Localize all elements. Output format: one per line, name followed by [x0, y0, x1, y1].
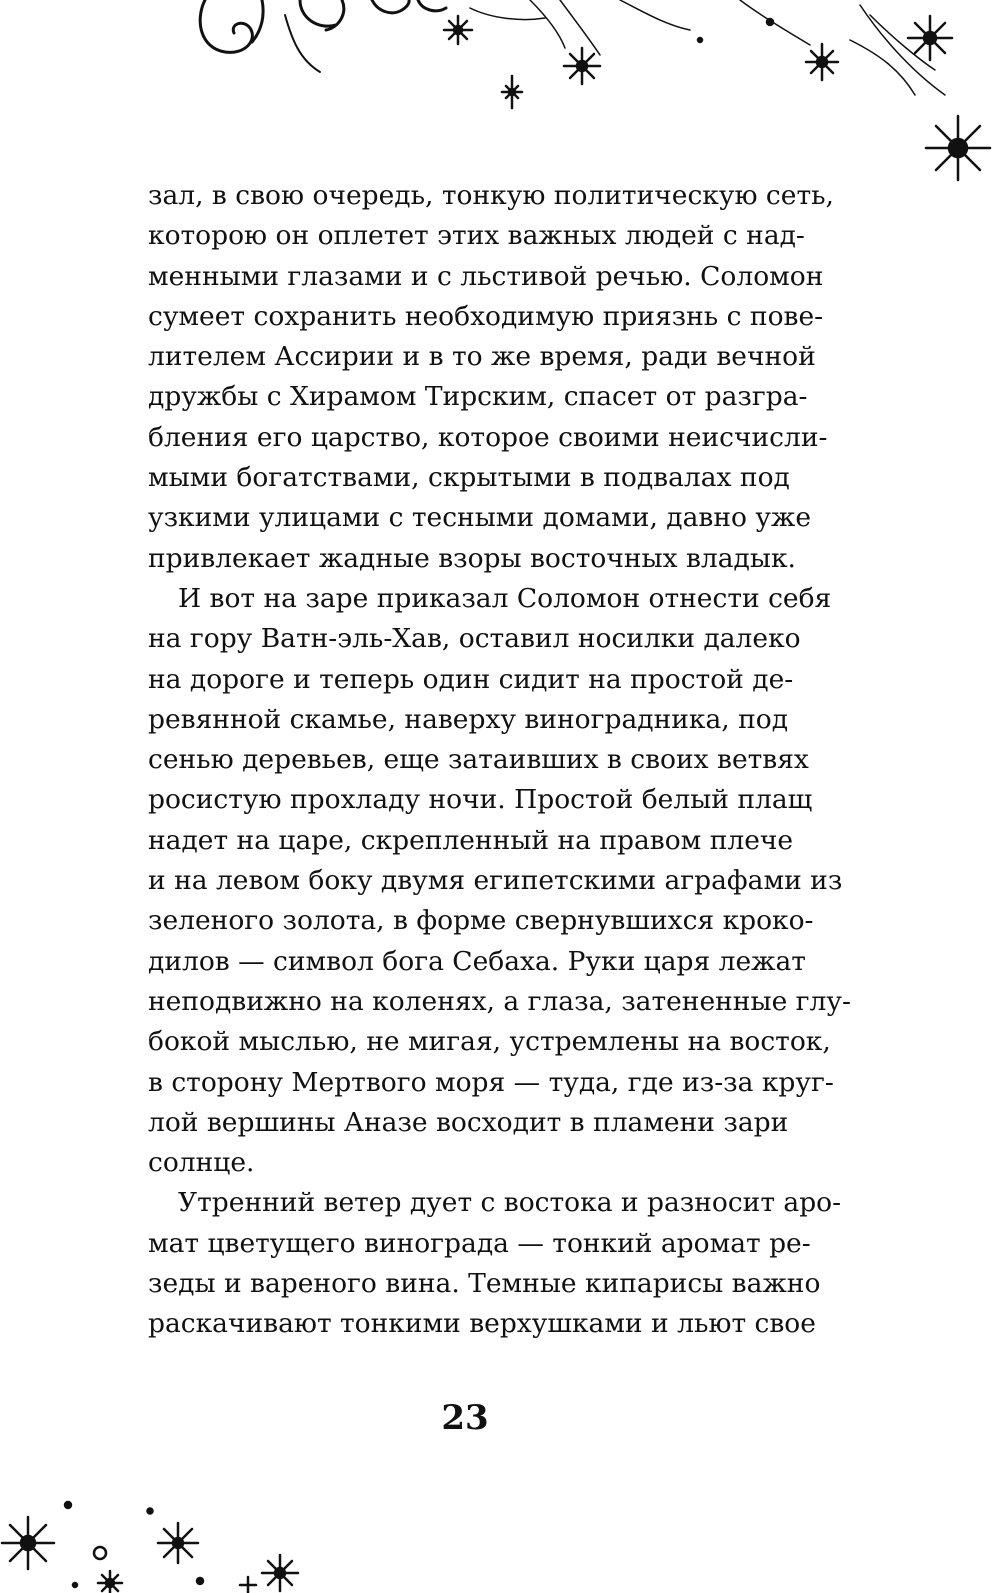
text-line: раскачивают тонкими верхушками и льют свое — [148, 1308, 816, 1340]
text-line: и на левом боку двумя египетскими аграфами из — [148, 865, 843, 897]
text-line: зеленого золота, в форме свернувшихся кроко- — [148, 905, 814, 937]
text-line: узкими улицами с тесными домами, давно уже — [148, 502, 812, 534]
text-line: лой вершины Аназе восходит в пламени зари — [148, 1106, 789, 1138]
text-line: сенью деревьев, еще затаивших в своих ветвях — [148, 744, 809, 776]
text-line: сумеет сохранить необходимую приязнь с пове- — [148, 300, 824, 332]
text-line: дружбы с Хирамом Тирским, спасет от разгра- — [148, 381, 808, 413]
text-line: в сторону Мертвого моря — туда, где из-за круг- — [148, 1066, 834, 1098]
text-line: мыми богатствами, скрытыми в подвалах под — [148, 462, 790, 494]
text-line: ревянной скамье, наверху виноградника, под — [148, 703, 789, 735]
paragraph-1 — [148, 176, 834, 579]
text-line: росистую прохладу ночи. Простой белый плащ — [148, 784, 813, 816]
text-line: неподвижно на коленях, а глаза, затененные глу- — [148, 985, 851, 1017]
text-line: которою он оплетет этих важных людей с над- — [148, 220, 805, 252]
text-line: на дороге и теперь один сидит на простой де- — [148, 663, 794, 695]
text-line: зеды и вареного вина. Темные кипарисы важно — [148, 1268, 821, 1300]
text-line: дилов — символ бога Себаха. Руки царя лежат — [148, 945, 806, 977]
paragraph-3 — [148, 1183, 842, 1344]
swirl-stars-ornament — [0, 0, 1000, 190]
text-line: лителем Ассирии и в то же время, ради вечной — [148, 341, 816, 373]
text-line: солнце. — [148, 1147, 255, 1179]
body-text — [148, 176, 851, 1345]
text-line: бокой мыслью, не мигая, устремлены на восток, — [148, 1026, 831, 1058]
text-line: менными глазами и с льстивой речью. Соломон — [148, 260, 824, 292]
paragraph-2 — [148, 579, 851, 1183]
text-line: на гору Ватн-эль-Хав, оставил носилки далеко — [148, 623, 801, 655]
text-line: И вот на заре приказал Соломон отнести себя — [178, 582, 832, 614]
text-line: надет на царе, скрепленный на правом плече — [148, 824, 794, 856]
text-line: мат цветущего винограда — тонкий аромат ре- — [148, 1227, 811, 1259]
stars-ornament — [0, 1453, 1000, 1593]
text-line: бления его царство, которое своими неисчисли- — [148, 421, 828, 453]
text-line: привлекает жадные взоры восточных владык. — [148, 542, 796, 574]
page-number: 23 — [441, 1398, 489, 1438]
text-line: Утренний ветер дует с востока и разносит аро- — [178, 1187, 842, 1219]
text-line: зал, в свою очередь, тонкую политическую сеть, — [148, 180, 834, 211]
